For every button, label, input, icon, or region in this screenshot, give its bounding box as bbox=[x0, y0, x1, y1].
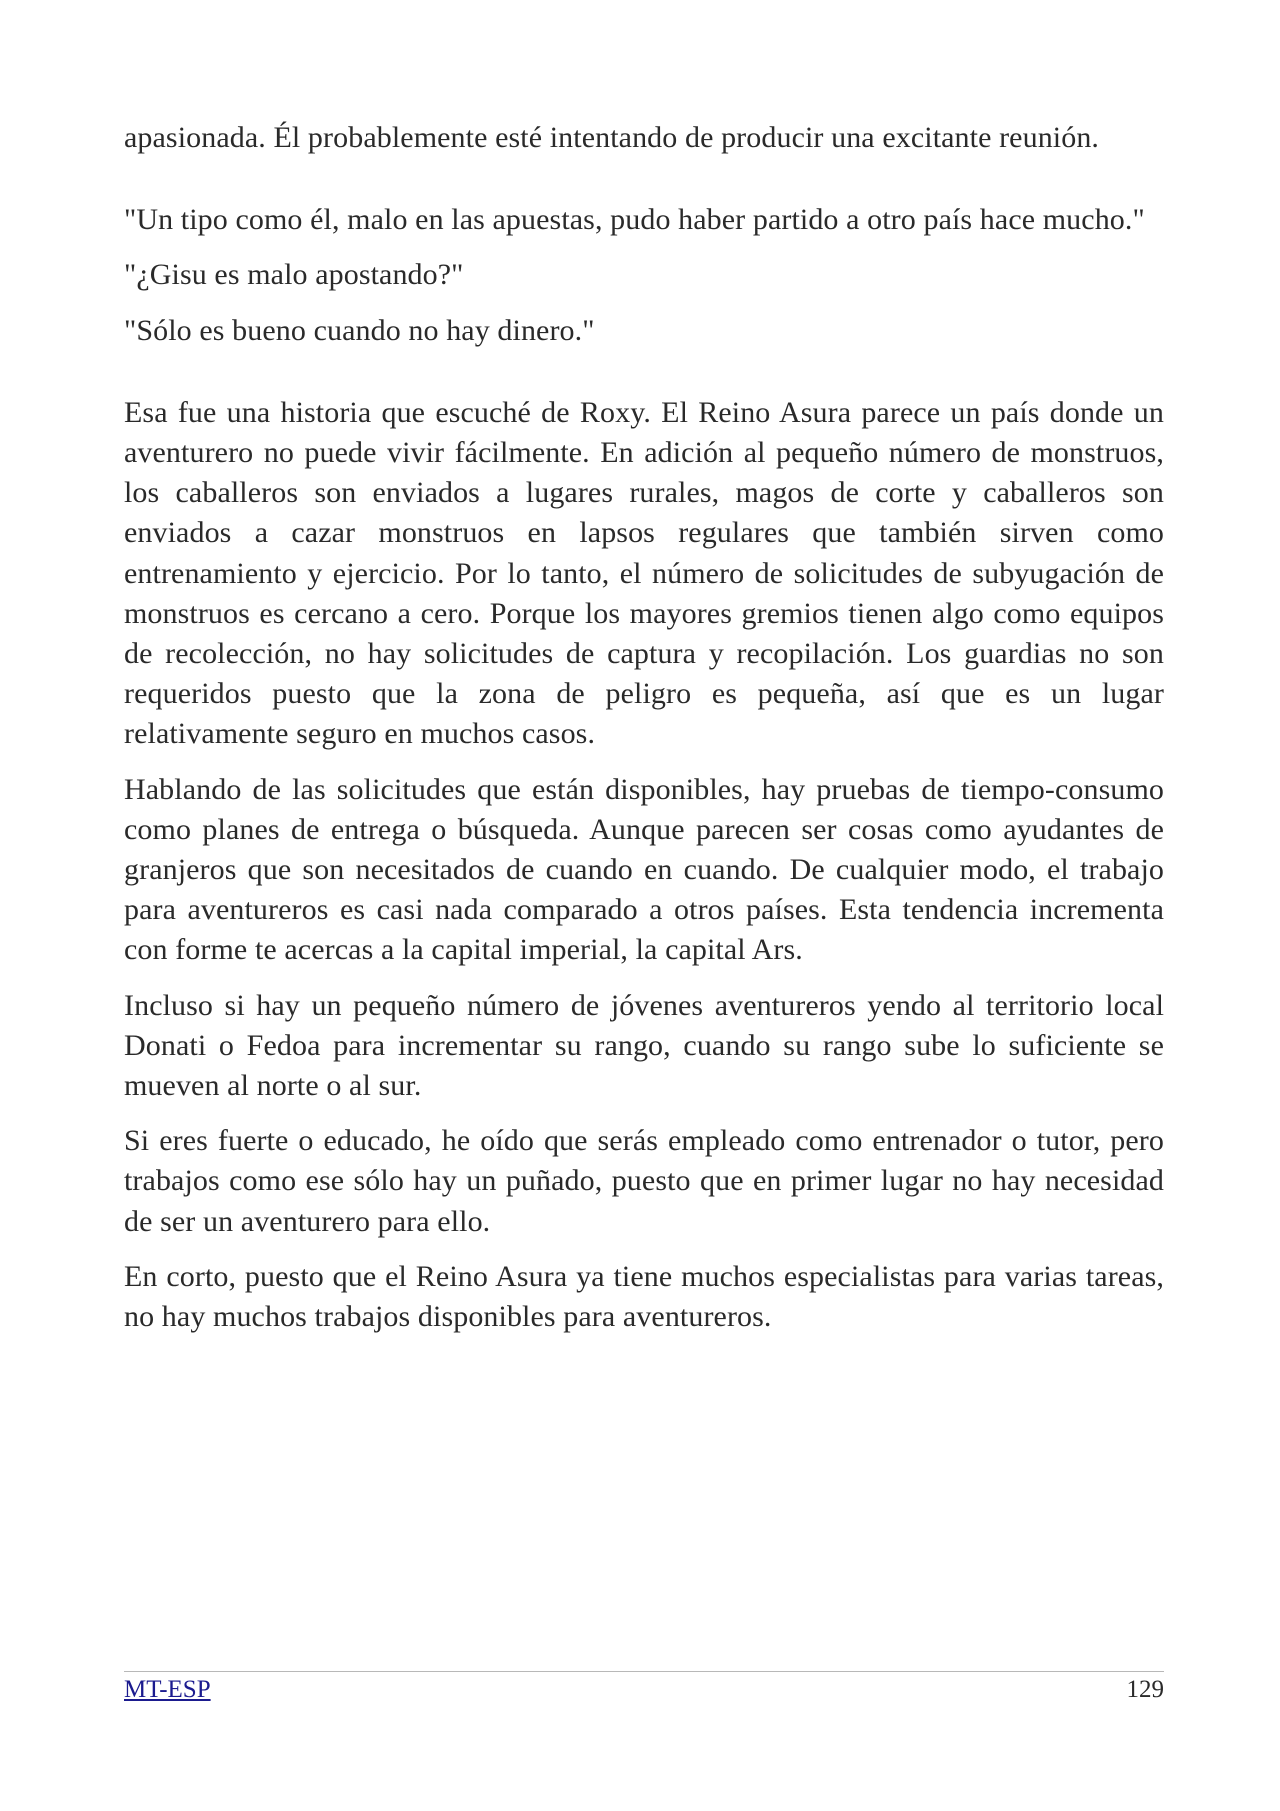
paragraph-6: Hablando de las solicitudes que están disponibles, hay pruebas de tiempo-consumo como planes de entrega o búsqueda. Aunque parecen ser cosas como ayudantes de granjeros que son necesitados de cuando en cuando. De cualquier modo, el trabajo para aventureros es casi nada comparado a otros países. Esta tendencia incrementa con forme te acercas a la capital imperial, la capital Ars. bbox=[124, 772, 1164, 967]
paragraph-8: Si eres fuerte o educado, he oído que serás empleado como entrenador o tutor, pero trabajos como ese sólo hay un puñado, puesto que en primer lugar no hay necesidad de ser un aventurero para ello. bbox=[124, 1124, 1164, 1238]
paragraph-3: "¿Gisu es malo apostando?" bbox=[124, 258, 464, 292]
paragraph-9: En corto, puesto que el Reino Asura ya tiene muchos especialistas para varias tareas, no hay muchos trabajos disponibles para aventureros. bbox=[124, 1259, 1164, 1334]
paragraph-1: apasionada. Él probablemente esté intentando de producir una excitante reunión. bbox=[124, 121, 1100, 154]
page-body bbox=[124, 118, 1164, 1337]
paragraph-4: "Sólo es bueno cuando no hay dinero." bbox=[124, 313, 595, 347]
footer-link[interactable]: MT-ESP bbox=[124, 1676, 211, 1703]
paragraph-7: Incluso si hay un pequeño número de jóvenes aventureros yendo al territorio local Donati o Fedoa para incrementar su rango, cuando su rango sube lo suficiente se mueven al norte o al sur. bbox=[124, 988, 1164, 1103]
page-number: 129 bbox=[1126, 1676, 1164, 1703]
paragraph-2: "Un tipo como él, malo en las apuestas, pudo haber partido a otro país hace mucho." bbox=[124, 203, 1145, 237]
paragraph-5: Esa fue una historia que escuché de Roxy. El Reino Asura parece un país donde un aventurero no puede vivir fácilmente. En adición al pequeño número de monstruos, los caballeros son enviados a lugares rurales, magos de corte y caballeros son enviados a cazar monstruos en lapsos regulares que también sirven como entrenamiento y ejercicio. Por lo tanto, el número de solicitudes de subyugación de monstruos es cercano a cero. Porque los mayores gremios tienen algo como equipos de recolección, no hay solicitudes de captura y recopilación. Los guardias no son requeridos puesto que la zona de peligro es pequeña, así que es un lugar relativamente seguro en muchos casos. bbox=[124, 395, 1164, 751]
footer-divider bbox=[124, 1671, 1164, 1672]
